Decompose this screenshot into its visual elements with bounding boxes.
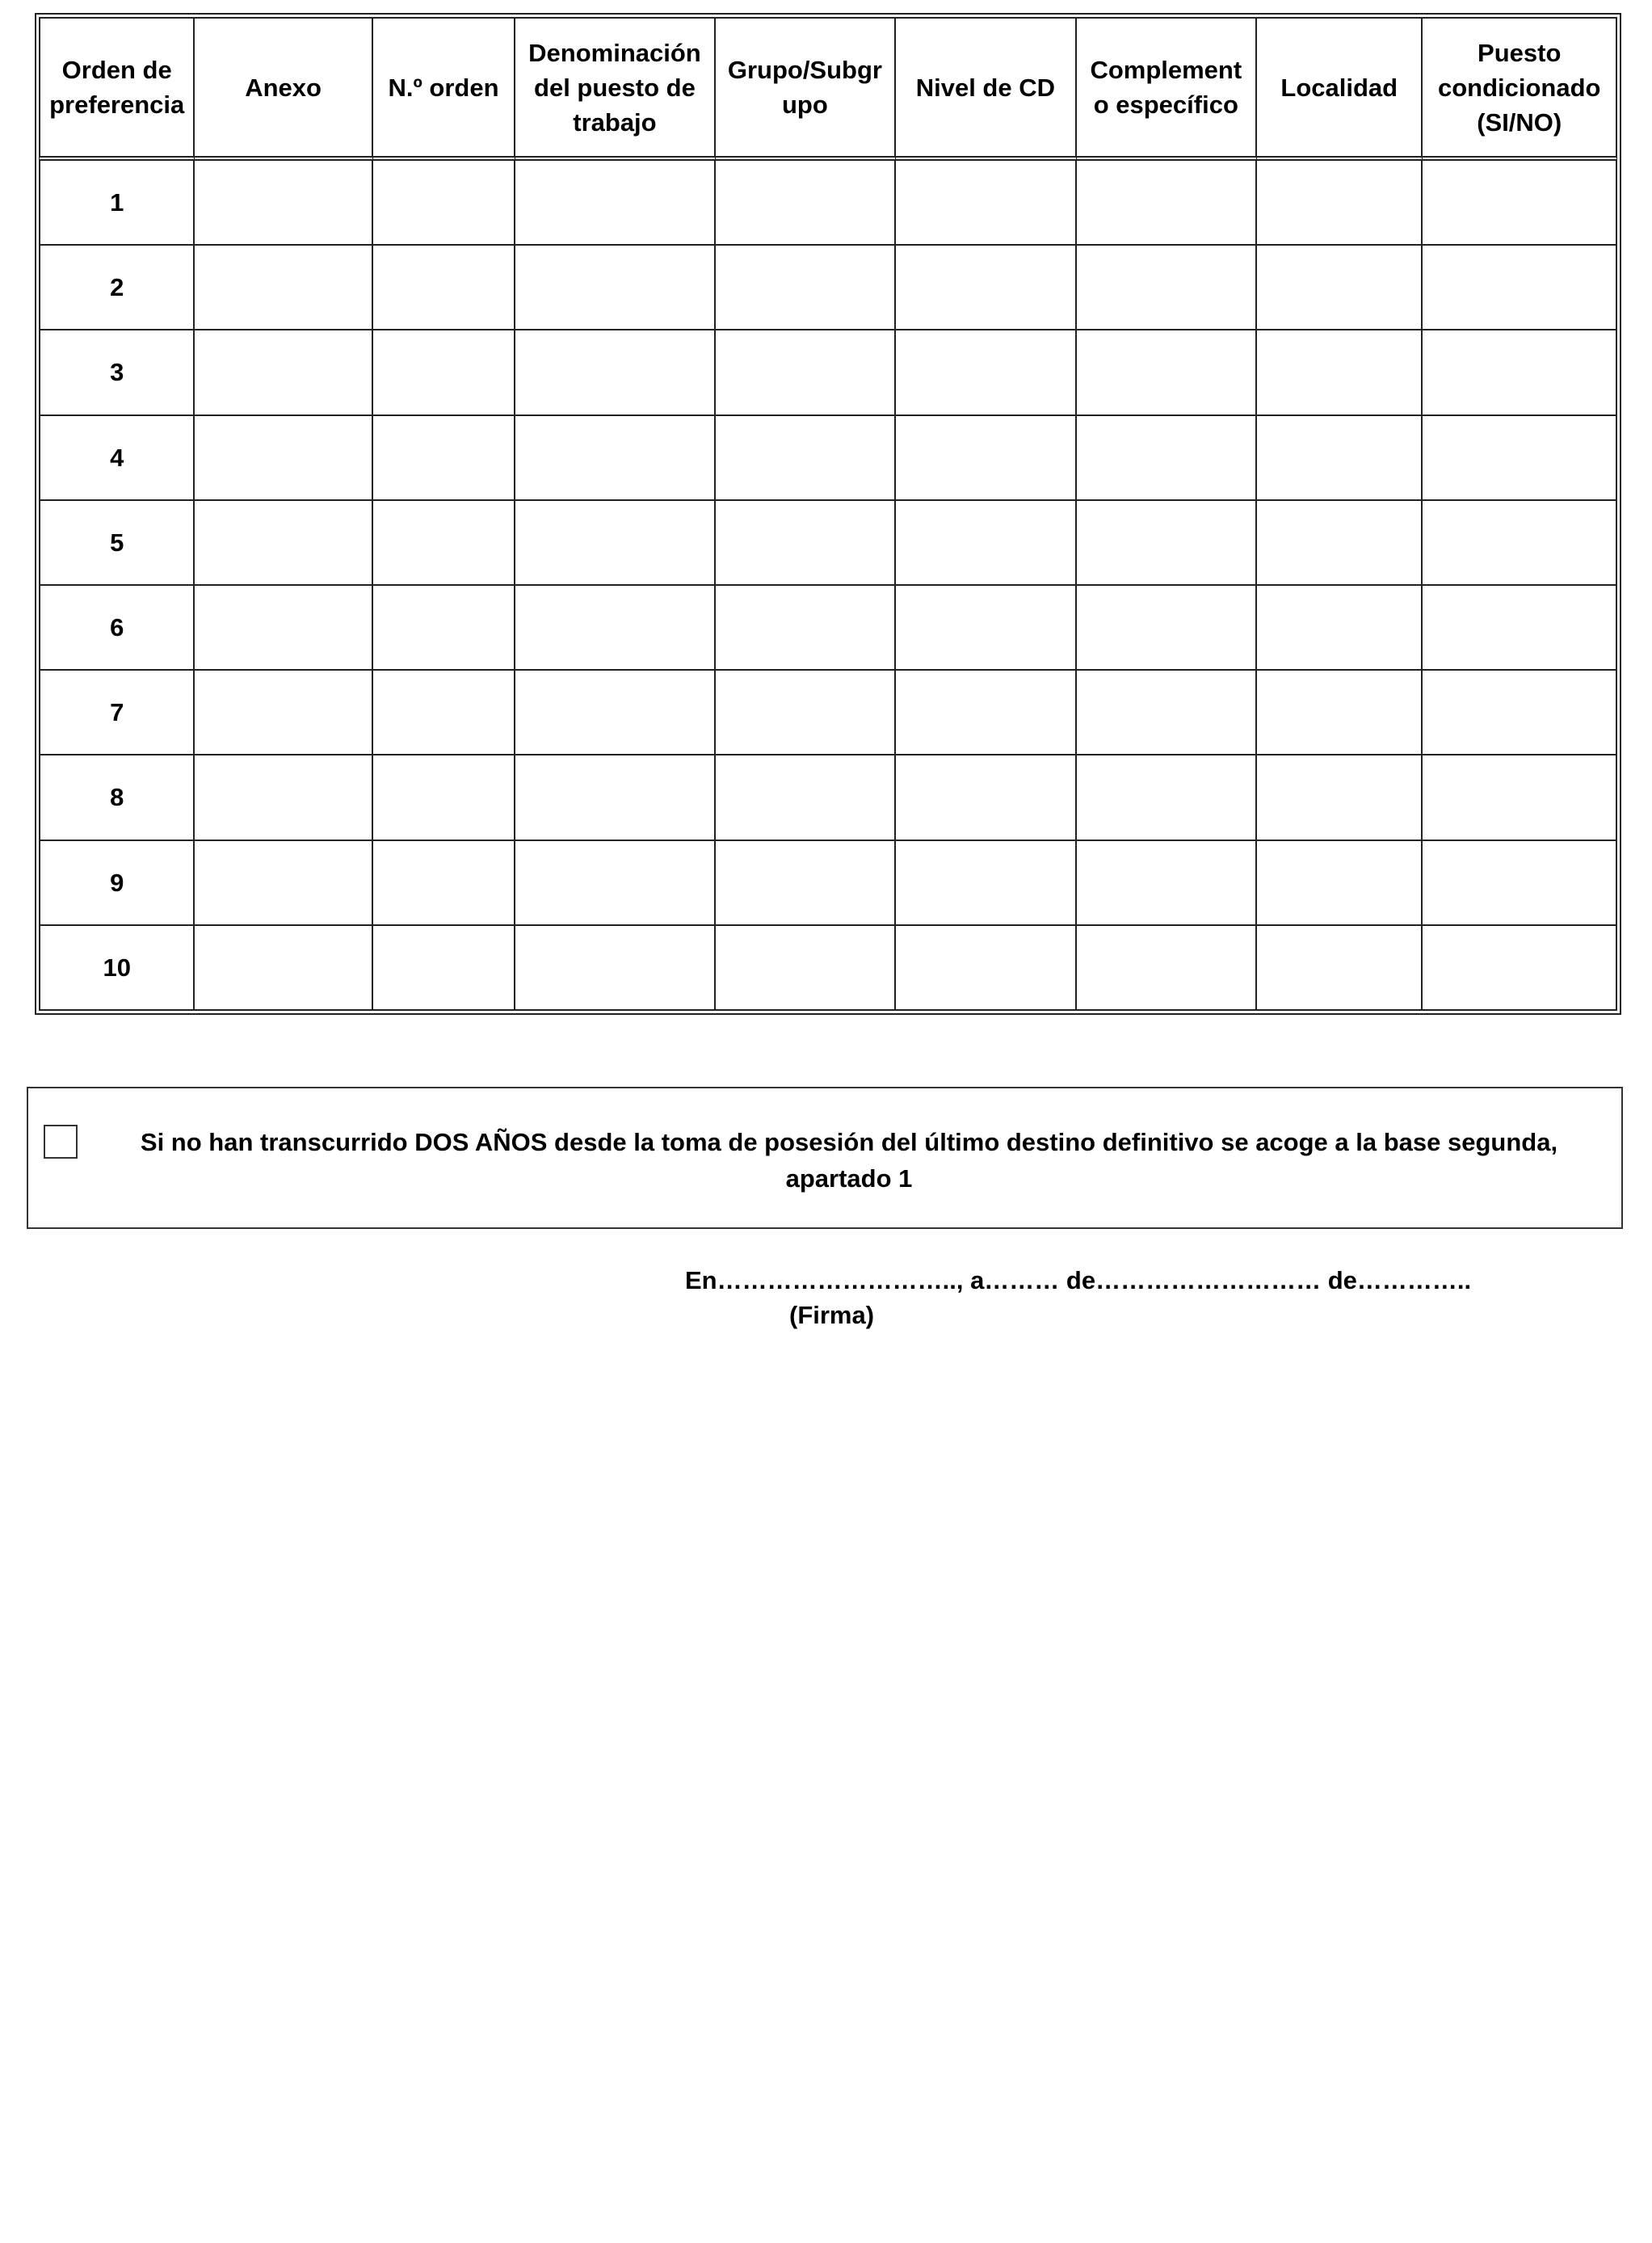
table-cell[interactable]: [1077, 841, 1257, 926]
table-row: [39, 501, 1617, 586]
table-cell[interactable]: [373, 416, 515, 501]
col-header-grupo-subgrupo: Grupo/Subgr upo: [716, 17, 896, 161]
table-cell[interactable]: [373, 161, 515, 246]
table-row: [39, 841, 1617, 926]
table-cell[interactable]: [1423, 755, 1617, 840]
signature-label: (Firma): [789, 1301, 875, 1329]
col-header-orden-preferencia: Orden de preferencia: [39, 17, 195, 161]
table-cell[interactable]: [1423, 671, 1617, 755]
table-cell[interactable]: [373, 841, 515, 926]
table-cell[interactable]: [1257, 755, 1423, 840]
table-cell[interactable]: [1423, 926, 1617, 1011]
table-cell[interactable]: [515, 501, 716, 586]
table-cell[interactable]: [1257, 841, 1423, 926]
table-cell[interactable]: [373, 586, 515, 671]
row-order-number: 3: [39, 330, 195, 415]
table-cell[interactable]: [1423, 841, 1617, 926]
table-cell[interactable]: [1077, 330, 1257, 415]
table-cell[interactable]: [195, 671, 372, 755]
table-cell[interactable]: [373, 246, 515, 330]
table-cell[interactable]: [515, 841, 716, 926]
table-cell[interactable]: [896, 416, 1076, 501]
table-cell[interactable]: [195, 416, 372, 501]
table-cell[interactable]: [716, 671, 896, 755]
table-cell[interactable]: [373, 755, 515, 840]
table-cell[interactable]: [195, 586, 372, 671]
col-header-numero-orden: N.º orden: [373, 17, 515, 161]
table-cell[interactable]: [195, 501, 372, 586]
table-cell[interactable]: [515, 246, 716, 330]
table-body: [39, 161, 1617, 1011]
table-cell[interactable]: [515, 926, 716, 1011]
table-cell[interactable]: [373, 926, 515, 1011]
table-cell[interactable]: [896, 161, 1076, 246]
table-cell[interactable]: [515, 161, 716, 246]
table-cell[interactable]: [1257, 161, 1423, 246]
table-cell[interactable]: [1423, 586, 1617, 671]
row-order-number: 9: [39, 841, 195, 926]
table-cell[interactable]: [1077, 246, 1257, 330]
col-header-complemento-especifico: Complement o específico: [1077, 17, 1257, 161]
col-header-nivel-cd: Nivel de CD: [896, 17, 1076, 161]
two-years-note-box: [27, 1087, 1623, 1229]
table-cell[interactable]: [515, 755, 716, 840]
table-cell[interactable]: [515, 586, 716, 671]
row-order-number: 8: [39, 755, 195, 840]
table-cell[interactable]: [716, 246, 896, 330]
table-cell[interactable]: [1077, 501, 1257, 586]
row-order-number: 7: [39, 671, 195, 755]
table-cell[interactable]: [1257, 330, 1423, 415]
table-cell[interactable]: [1423, 501, 1617, 586]
table-row: [39, 671, 1617, 755]
table-cell[interactable]: [896, 926, 1076, 1011]
table-cell[interactable]: [716, 586, 896, 671]
table-cell[interactable]: [1423, 330, 1617, 415]
table-cell[interactable]: [195, 161, 372, 246]
table-cell[interactable]: [716, 501, 896, 586]
preference-table: [39, 17, 1617, 1011]
table-cell[interactable]: [1423, 416, 1617, 501]
table-header-row: [39, 17, 1617, 161]
two-years-note-text: Si no han transcurrido DOS AÑOS desde la toma de posesión del último destino definitivo se acoge a la base segunda, apartado 1: [140, 1128, 1558, 1193]
table-cell[interactable]: [195, 841, 372, 926]
table-cell[interactable]: [515, 330, 716, 415]
table-cell[interactable]: [716, 841, 896, 926]
col-header-puesto-condicionado: Puesto condicionado (SI/NO): [1423, 17, 1617, 161]
table-cell[interactable]: [1423, 246, 1617, 330]
table-row: [39, 416, 1617, 501]
table-cell[interactable]: [373, 671, 515, 755]
table-cell[interactable]: [896, 841, 1076, 926]
two-years-checkbox[interactable]: [44, 1125, 78, 1159]
table-cell[interactable]: [515, 671, 716, 755]
table-row: [39, 330, 1617, 415]
table-cell[interactable]: [1077, 755, 1257, 840]
table-cell[interactable]: [1077, 926, 1257, 1011]
table-cell[interactable]: [1257, 586, 1423, 671]
table-row: [39, 161, 1617, 246]
row-order-number: 6: [39, 586, 195, 671]
table-cell[interactable]: [195, 926, 372, 1011]
table-cell[interactable]: [896, 501, 1076, 586]
table-cell[interactable]: [716, 416, 896, 501]
table-row: [39, 926, 1617, 1011]
row-order-number: 4: [39, 416, 195, 501]
table-row: [39, 586, 1617, 671]
table-cell[interactable]: [1257, 671, 1423, 755]
table-cell[interactable]: [716, 755, 896, 840]
table-cell[interactable]: [716, 161, 896, 246]
row-order-number: 2: [39, 246, 195, 330]
table-cell[interactable]: [373, 501, 515, 586]
table-cell[interactable]: [195, 755, 372, 840]
table-cell[interactable]: [716, 330, 896, 415]
table-cell[interactable]: [195, 246, 372, 330]
table-cell[interactable]: [1077, 416, 1257, 501]
table-cell[interactable]: [896, 330, 1076, 415]
table-cell[interactable]: [896, 586, 1076, 671]
table-cell[interactable]: [1257, 416, 1423, 501]
preference-table-frame: [35, 13, 1621, 1015]
table-cell[interactable]: [716, 926, 896, 1011]
table-cell[interactable]: [515, 416, 716, 501]
table-cell[interactable]: [1423, 161, 1617, 246]
col-header-denominacion: Denominación del puesto de trabajo: [515, 17, 716, 161]
table-cell[interactable]: [1077, 161, 1257, 246]
table-cell[interactable]: [896, 671, 1076, 755]
table-cell[interactable]: [373, 330, 515, 415]
table-cell[interactable]: [1077, 671, 1257, 755]
col-header-anexo: Anexo: [195, 17, 372, 161]
table-row: [39, 755, 1617, 840]
col-header-localidad: Localidad: [1257, 17, 1423, 161]
table-cell[interactable]: [1257, 246, 1423, 330]
table-cell[interactable]: [896, 246, 1076, 330]
table-cell[interactable]: [1077, 586, 1257, 671]
table-cell[interactable]: [195, 330, 372, 415]
table-cell[interactable]: [1257, 501, 1423, 586]
table-cell[interactable]: [896, 755, 1076, 840]
row-order-number: 10: [39, 926, 195, 1011]
row-order-number: 5: [39, 501, 195, 586]
place-date-line: En……………………….., a……… de……………………… de…………..: [685, 1266, 1472, 1294]
table-row: [39, 246, 1617, 330]
row-order-number: 1: [39, 161, 195, 246]
table-cell[interactable]: [1257, 926, 1423, 1011]
